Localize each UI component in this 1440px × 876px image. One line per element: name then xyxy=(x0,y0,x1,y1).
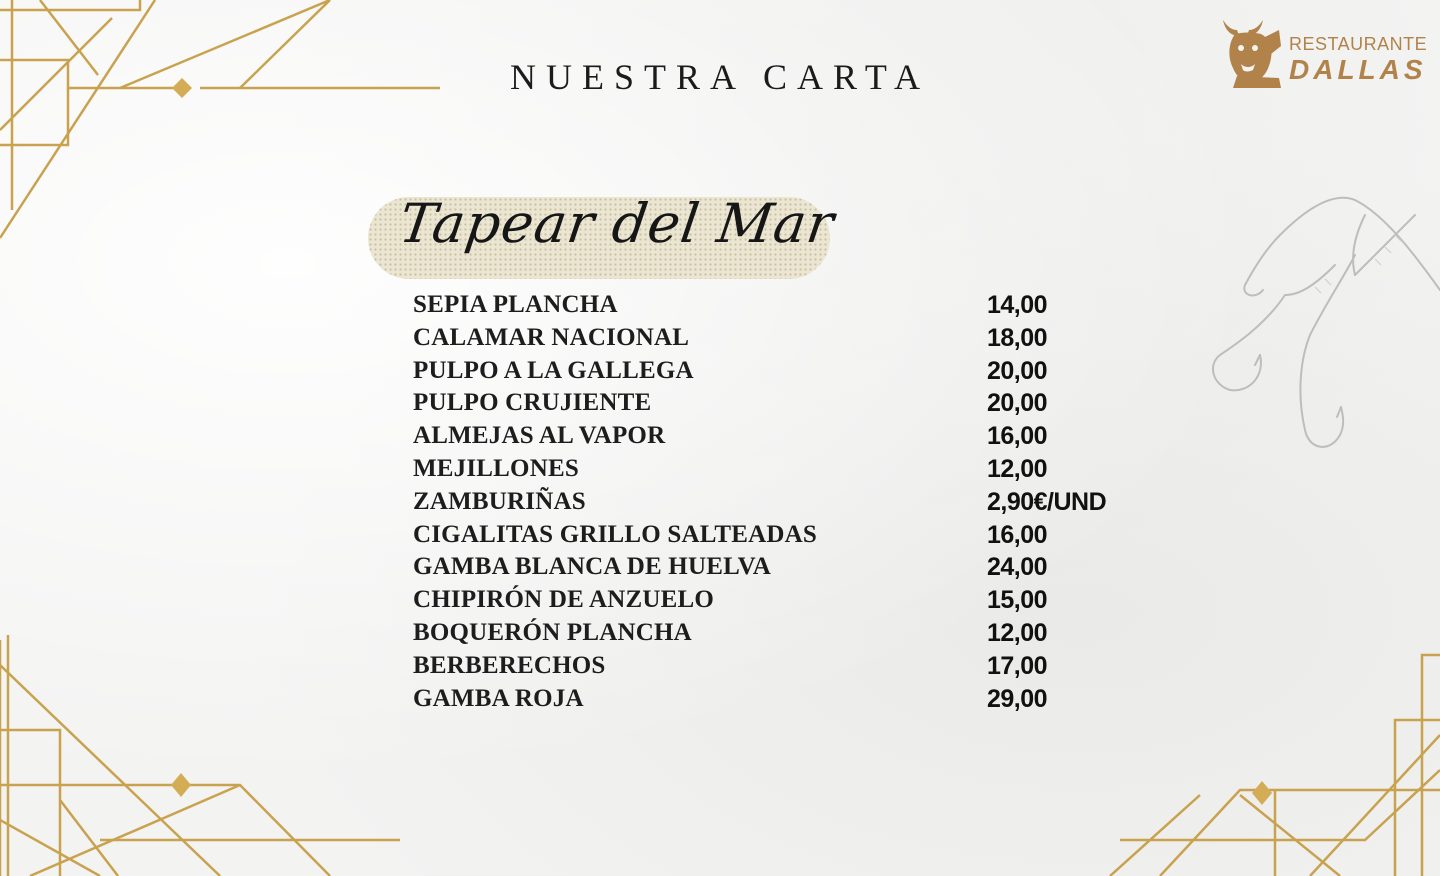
page-title: NUESTRA CARTA xyxy=(510,57,930,97)
menu-item-price: 15,00 xyxy=(987,586,1048,615)
menu-item xyxy=(413,357,1173,390)
menu-item-name: CIGALITAS GRILLO SALTEADAS xyxy=(413,520,817,548)
menu-item xyxy=(413,324,1173,357)
menu-item xyxy=(413,291,1173,324)
menu-item xyxy=(413,553,1173,586)
brand-name-line2: DALLAS xyxy=(1289,54,1427,85)
menu-item xyxy=(413,652,1173,685)
restaurant-logo xyxy=(1217,16,1428,92)
menu-item-price: 14,00 xyxy=(987,291,1048,319)
menu-item xyxy=(413,389,1173,422)
menu-item-price: 29,00 xyxy=(987,684,1048,713)
menu-item-price: 18,00 xyxy=(987,323,1048,352)
menu-item-price: 20,00 xyxy=(987,389,1048,418)
menu-item-name: GAMBA BLANCA DE HUELVA xyxy=(413,553,771,581)
menu-item-name: PULPO A LA GALLEGA xyxy=(413,356,694,384)
menu-item xyxy=(413,521,1173,554)
menu-item-price: 16,00 xyxy=(987,422,1048,451)
menu-item-name: CALAMAR NACIONAL xyxy=(413,323,690,351)
menu-item xyxy=(413,422,1173,455)
menu-item-price: 17,00 xyxy=(987,651,1048,680)
menu-item-price: 12,00 xyxy=(987,454,1048,483)
brand-name-line1: RESTAURANTE xyxy=(1289,34,1428,54)
menu-item-price: 20,00 xyxy=(987,356,1048,385)
menu-item xyxy=(413,455,1173,488)
menu-item xyxy=(413,488,1173,521)
menu-item-name: PULPO CRUJIENTE xyxy=(413,389,652,417)
section-title: Tapear del Mar xyxy=(395,192,839,255)
menu-item-price: 16,00 xyxy=(987,520,1048,549)
menu-item xyxy=(413,619,1173,652)
fishing-hooks-icon xyxy=(1205,195,1440,460)
menu-item xyxy=(413,685,1173,718)
menu-item-name: ALMEJAS AL VAPOR xyxy=(413,422,666,450)
menu-item-name: CHIPIRÓN DE ANZUELO xyxy=(413,586,715,614)
menu-item-name: GAMBA ROJA xyxy=(413,684,584,712)
menu-item-price: 12,00 xyxy=(987,618,1048,647)
menu-item xyxy=(413,586,1173,619)
menu-item-price: 24,00 xyxy=(987,553,1048,582)
menu-item-price: 2,90€/UND xyxy=(987,487,1107,516)
menu-item-name: SEPIA PLANCHA xyxy=(413,291,618,318)
menu-item-name: BOQUERÓN PLANCHA xyxy=(413,618,692,646)
menu-item-name: ZAMBURIÑAS xyxy=(413,487,586,515)
menu-item-name: BERBERECHOS xyxy=(413,651,606,679)
menu-list xyxy=(413,291,1173,717)
bull-head-icon xyxy=(1219,16,1289,88)
menu-item-name: MEJILLONES xyxy=(413,454,579,482)
